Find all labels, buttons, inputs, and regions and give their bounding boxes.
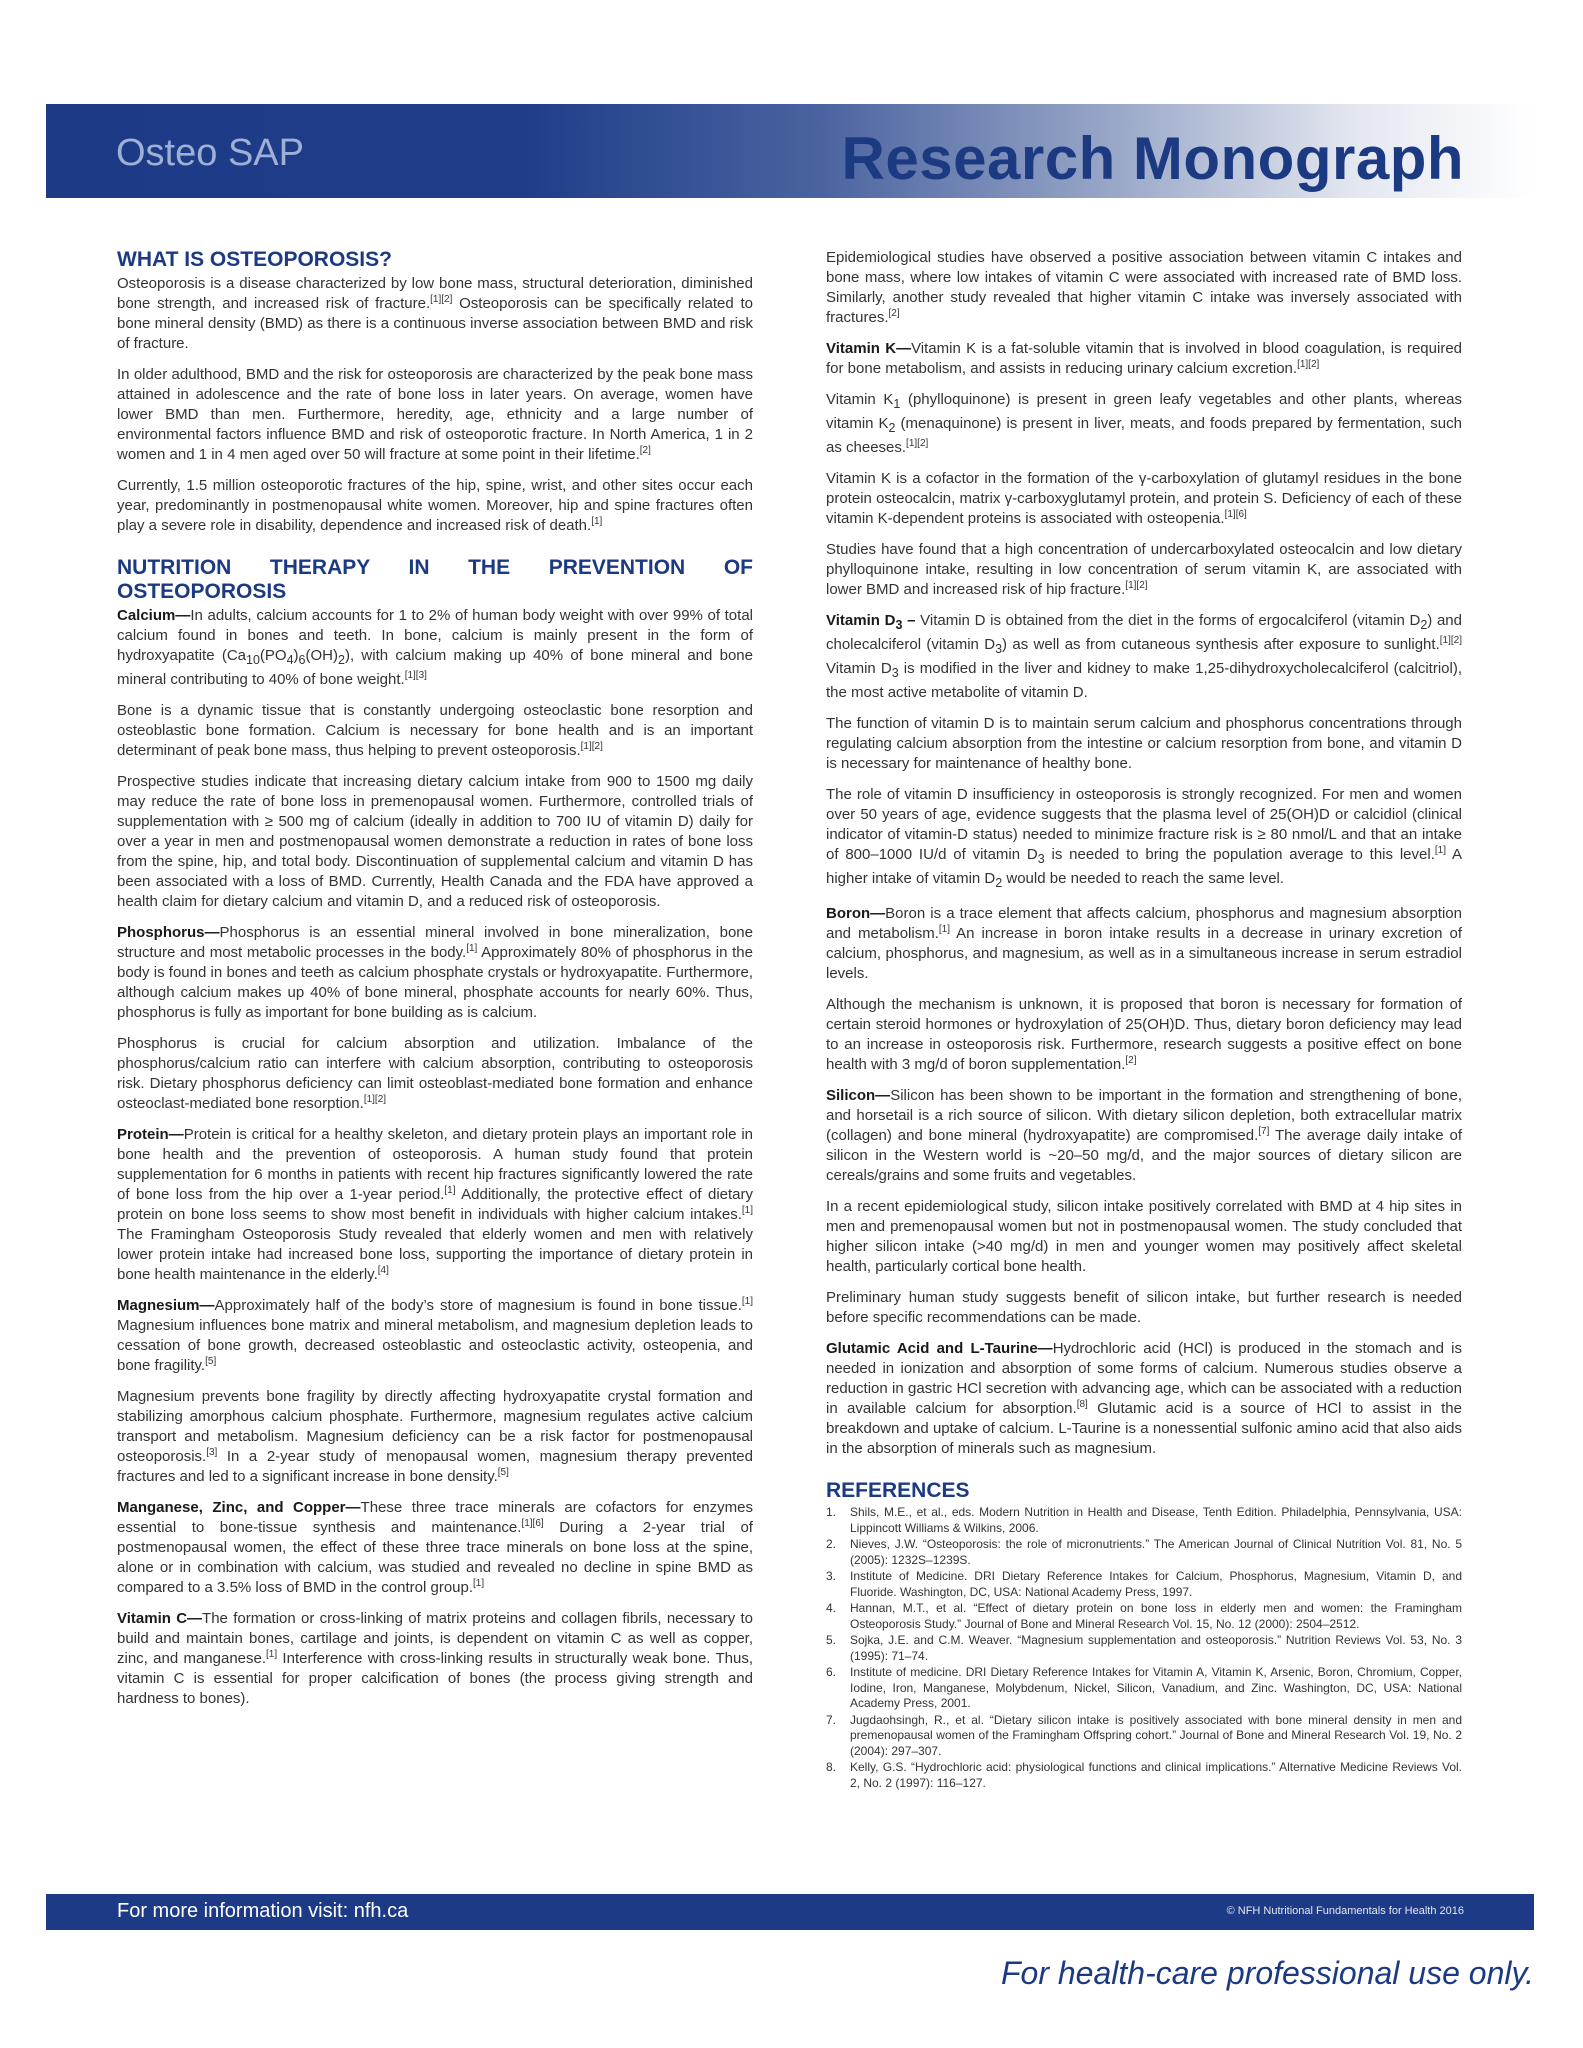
fractures-paragraph: Currently, 1.5 million osteoporotic fractures of the hip, spine, wrist, and other sites occur each year, predominantly in postmenopausal white women. Moreover, hip and spine fractures often play a severe role in disability, dependence and increased risk of death.[1] [117, 477, 753, 534]
boron-paragraph-2: Although the mechanism is unknown, it is proposed that boron is necessary for formation of certain steroid hormones or hydroxylation of 25(OH)D. Thus, dietary boron deficiency may lead to an increase in osteoporosis risk. Furthermore, research suggests a positive effect on bone health with 3 mg/d of boron supplementation.[2] [826, 996, 1462, 1073]
vitamin-c-paragraph-2: Epidemiological studies have observed a positive association between vitamin C intakes and bone mass, where low intakes of vitamin C were associated with increased rate of BMD loss. Similarly, another study revealed that higher vitamin C intake was inversely associated with fractures.[2] [826, 249, 1462, 326]
reference-item: 7. Jugdaohsingh, R., et al. “Dietary silicon intake is positively associated with bone mineral density in men and premenopausal women of the Framingham Offspring cohort.” Journal of Bone and Mineral Research Vol. 19, No. 2 (2004): 297–307. [826, 1712, 1462, 1758]
references-heading: REFERENCES [826, 1479, 970, 1502]
website-link[interactable]: For more information visit: nfh.ca [117, 1900, 409, 1922]
manganese-zinc-copper-paragraph: Manganese, Zinc, and Copper—These three trace minerals are cofactors for enzymes essential to bone-tissue synthesis and maintenance.[1][6] During a 2-year trial of postmenopausal women, the effect of these three trace minerals on bone loss at the spine, alone or in combination with calcium, was studied and revealed no decline in spine BMD as compared to a 3.5% loss of BMD in the control group.[1] [117, 1499, 753, 1596]
reference-item: 6. Institute of medicine. DRI Dietary Reference Intakes for Vitamin A, Vitamin K, Arsenic, Boron, Chromium, Copper, Iodine, Iron, Manganese, Molybdenum, Nickel, Silicon, Vanadium, and Zinc. Washington, DC, USA: National Academy Press, 2001. [826, 1665, 1462, 1710]
section-heading-what-is-osteoporosis: WHAT IS OSTEOPOROSIS? [117, 248, 392, 271]
silicon-paragraph-3: Preliminary human study suggests benefit of silicon intake, but further research is needed before specific recommendations can be made. [826, 1289, 1462, 1326]
glutamic-taurine-paragraph: Glutamic Acid and L-Taurine—Hydrochloric acid (HCl) is produced in the stomach and is needed in ionization and absorption of some forms of calcium. Numerous studies observe a reduction in gastric HCl secretion with advancing age, which can be associated with a reduction in available calcium for absorption.[8] Glutamic acid is a source of HCl to assist in the breakdown and uptake of calcium. L-Taurine is a nonessential sulfonic amino acid that also aids in the absorption of minerals such as magnesium. [826, 1340, 1462, 1457]
intro-paragraph: Osteoporosis is a disease characterized by low bone mass, structural deterioration, diminished bone strength, and increased risk of fracture.[1][2] Osteoporosis can be specifically related to bone mineral density (BMD) as there is a continuous inverse association between BMD and risk of fracture. [117, 275, 753, 352]
document-type-title: Research Monograph [841, 125, 1464, 192]
copyright-notice: © NFH Nutritional Fundamentals for Health 2016 [1226, 1905, 1464, 1917]
bmd-paragraph: In older adulthood, BMD and the risk for osteoporosis are characterized by the peak bone mass attained in adolescence and the rate of bone loss in later years. On average, women have lower BMD than men. Furthermore, heredity, age, ethnicity and a large number of environmental factors influence BMD and risk of osteoporotic fracture. In North America, 1 in 2 women and 1 in 4 men aged over 50 will fracture at some point in their lifetime.[2] [117, 366, 753, 463]
reference-item: 1. Shils, M.E., et al., eds. Modern Nutrition in Health and Disease, Tenth Edition. Philadelphia, Pennsylvania, USA: Lippincott Williams & Wilkins, 2006. [826, 1505, 1462, 1535]
reference-item: 4. Hannan, M.T., et al. “Effect of dietary protein on bone loss in elderly men and women: the Framingham Osteoporosis Study.” Journal of Bone and Mineral Research Vol. 15, No. 12 (2000): 2504–2512. [826, 1601, 1462, 1631]
vitamin-k-paragraph-1: Vitamin K—Vitamin K is a fat-soluble vitamin that is involved in blood coagulation, is required for bone metabolism, and assists in reducing urinary calcium excretion.[1][2] [826, 340, 1463, 377]
reference-item: 5. Sojka, J.E. and C.M. Weaver. “Magnesium supplementation and osteoporosis.” Nutrition Reviews Vol. 53, No. 3 (1995): 71–74. [826, 1633, 1462, 1663]
vitamin-c-paragraph-1: Vitamin C—The formation or cross-linking of matrix proteins and collagen fibrils, necessary to build and maintain bones, cartilage and joints, is dependent on vitamin C as well as copper, zinc, and manganese.[1] Interference with cross-linking results in structurally weak bone. Thus, vitamin C is essential for proper calcification of bones (the process giving strength and hardness to bones). [117, 1610, 754, 1707]
vitamin-k-paragraph-2: Vitamin $K_1$ (phylloquinone) is present in green leafy vegetables and other plants, whereas vitamin $K_2$ (menaquinone) is present in liver, meats, and foods prepared by fermentation, such as cheeses.[1][2] [826, 391, 1462, 456]
vitamin-k-paragraph-3: Vitamin K is a cofactor in the formation of the γ-carboxylation of glutamyl residues in the bone protein osteocalcin, matrix γ-carboxyglutamyl protein, and protein S. Deficiency of each of these vitamin K-dependent proteins is associated with osteopenia.[1][6] [826, 470, 1462, 527]
footer-bar [46, 1894, 1534, 1930]
reference-item: 8. Kelly, G.S. “Hydrochloric acid: physiological functions and clinical implications.” Alternative Medicine Reviews Vol. 2, No. 2 (1997): 116–127. [826, 1760, 1462, 1790]
silicon-paragraph-2: In a recent epidemiological study, silicon intake positively correlated with BMD at 4 hip sites in men and premenopausal women but not in postmenopausal women. The study concluded that higher silicon intake (>40 mg/d) in men and younger women may positively affect skeletal health, particularly cortical bone health. [826, 1198, 1462, 1275]
silicon-paragraph-1: Silicon—Silicon has been shown to be important in the formation and strengthening of bone, and horsetail is a rich source of silicon. With dietary silicon depletion, both extracellular matrix (collagen) and bone mineral (hydroxyapatite) are compromised.[7] The average daily intake of silicon in the Western world is ~20–50 mg/d, and the major sources of dietary silicon are cereals/grains and some fruits and vegetables. [826, 1087, 1462, 1184]
reference-item: 3. Institute of Medicine. DRI Dietary Reference Intakes for Calcium, Phosphorus, Magnesium, Vitamin D, and Fluoride. Washington, DC, USA: National Academy Press, 1997. [826, 1569, 1462, 1599]
header-banner [46, 104, 1534, 198]
vitamin-d-paragraph-3: The role of vitamin D insufficiency in osteoporosis is strongly recognized. For men and women over 50 years of age, evidence suggests that the plasma level of 25(OH)D or calcidiol (clinical indicator of vitamin-D status) needed to minimize fracture risk is ≥ 80 nmol/L and that an intake of 800–1000 IU/d of vitamin $D_3$ is needed to bring the population average to this level.[1] A higher intake of vitamin $D_2$ would be needed to reach the same level. [826, 786, 1462, 890]
magnesium-paragraph-2: Magnesium prevents bone fragility by directly affecting hydroxyapatite crystal formation and stabilizing amorphous calcium phosphate. Furthermore, magnesium regulates active calcium transport and metabolism. Magnesium deficiency can be a risk factor for postmenopausal osteoporosis.[3] In a 2-year study of menopausal women, magnesium therapy prevented fractures and led to a significant increase in bone density.[5] [117, 1388, 753, 1485]
vitamin-k-paragraph-4: Studies have found that a high concentration of undercarboxylated osteocalcin and low dietary phylloquinone intake, resulting in low concentration of serum vitamin K, are associated with lower BMD and increased risk of hip fracture.[1][2] [826, 541, 1462, 598]
calcium-paragraph-3: Prospective studies indicate that increasing dietary calcium intake from 900 to 1500 mg daily may reduce the rate of bone loss in premenopausal women. Furthermore, controlled trials of supplementation with ≥ 500 mg of calcium (ideally in addition to 700 IU of vitamin D) daily for over a year in men and postmenopausal women demonstrate a reduction in rates of bone loss from the spine, hip, and total body. Discontinuation of supplemental calcium and vitamin D has been associated with a loss of BMD. Currently, Health Canada and the FDA have approved a health claim for dietary calcium and vitamin D, and a reduced risk of osteoporosis. [117, 773, 753, 910]
right-column [826, 248, 1462, 1792]
section-heading-nutrition-therapy: NUTRITION THERAPY IN THE PREVENTION OF OSTEOPOROSIS [117, 556, 753, 603]
vitamin-d-paragraph-2: The function of vitamin D is to maintain serum calcium and phosphorus concentrations through regulating calcium absorption from the intestine or calcium resorption from bone, and vitamin D is necessary for maintenance of healthy bone. [826, 715, 1462, 772]
calcium-paragraph-1: Calcium—In adults, calcium accounts for 1 to 2% of human body weight with over 99% of total calcium found in bones and teeth. In bone, calcium is mainly present in the form of hydroxyapatite $(Ca_{10}(PO_4)_6(OH)_2)$, with calcium making up 40% of bone mineral and bone mineral contributing to 40% of bone weight.[1][3] [117, 607, 753, 688]
phosphorus-paragraph-1: Phosphorus—Phosphorus is an essential mineral involved in bone mineralization, bone structure and most metabolic processes in the body.[1] Approximately 80% of phosphorus in the body is found in bones and teeth as calcium phosphate crystals or hydroxyapatite. Furthermore, although calcium makes up 40% of bone mineral, phosphate accounts for nearly 60%. Thus, phosphorus is fully as important for bone building as is calcium. [117, 924, 753, 1021]
vitamin-d-paragraph-1: Vitamin $D_3$ – Vitamin D is obtained from the diet in the forms of ergocalciferol (vitamin $D_2$) and cholecalciferol (vitamin $D_3$) as well as from cutaneous synthesis after exposure to sunlight.[1][2] Vitamin $D_3$ is modified in the liver and kidney to make 1,25-dihydroxycholecalciferol (calcitriol), the most active metabolite of vitamin D. [826, 612, 1463, 701]
professional-use-tagline: For health-care professional use only. [1000, 1955, 1534, 1991]
protein-paragraph: Protein—Protein is critical for a healthy skeleton, and dietary protein plays an important role in bone health and the prevention of osteoporosis. A human study found that protein supplementation for 6 months in patients with recent hip fractures significantly lowered the rate of bone loss from the hip over a 1-year period.[1] Additionally, the protective effect of dietary protein on bone loss seems to show most benefit in individuals with higher calcium intakes.[1] The Framingham Osteoporosis Study revealed that elderly women and men with relatively lower protein intake had increased bone loss, supporting the importance of dietary protein in bone health maintenance in the elderly.[4] [117, 1126, 753, 1283]
calcium-paragraph-2: Bone is a dynamic tissue that is constantly undergoing osteoclastic bone resorption and osteoblastic bone formation. Calcium is necessary for bone health and is an important determinant of peak bone mass, thus helping to prevent osteoporosis.[1][2] [117, 702, 753, 759]
product-name: Osteo SAP [116, 132, 304, 174]
reference-item: 2. Nieves, J.W. “Osteoporosis: the role of micronutrients.” The American Journal of Clinical Nutrition Vol. 81, No. 5 (2005): 1232S–1239S. [826, 1537, 1462, 1567]
references-list [826, 1505, 1462, 1791]
left-column [117, 248, 753, 1720]
phosphorus-paragraph-2: Phosphorus is crucial for calcium absorption and utilization. Imbalance of the phosphorus/calcium ratio can interfere with calcium absorption, contributing to osteoporosis risk. Dietary phosphorus deficiency can limit osteoblast-mediated bone formation and enhance osteoclast-mediated bone resorption.[1][2] [117, 1035, 753, 1112]
boron-paragraph-1: Boron—Boron is a trace element that affects calcium, phosphorus and magnesium absorption and metabolism.[1] An increase in boron intake results in a decrease in urinary excretion of calcium, phosphorus, and magnesium, as well as in a simultaneous increase in serum estradiol levels. [826, 905, 1462, 982]
magnesium-paragraph-1: Magnesium—Approximately half of the body’s store of magnesium is found in bone tissue.[1] Magnesium influences bone matrix and mineral metabolism, and magnesium depletion leads to cessation of bone growth, decreased osteoblastic and osteoclastic activity, osteopenia, and bone fragility.[5] [117, 1296, 753, 1374]
